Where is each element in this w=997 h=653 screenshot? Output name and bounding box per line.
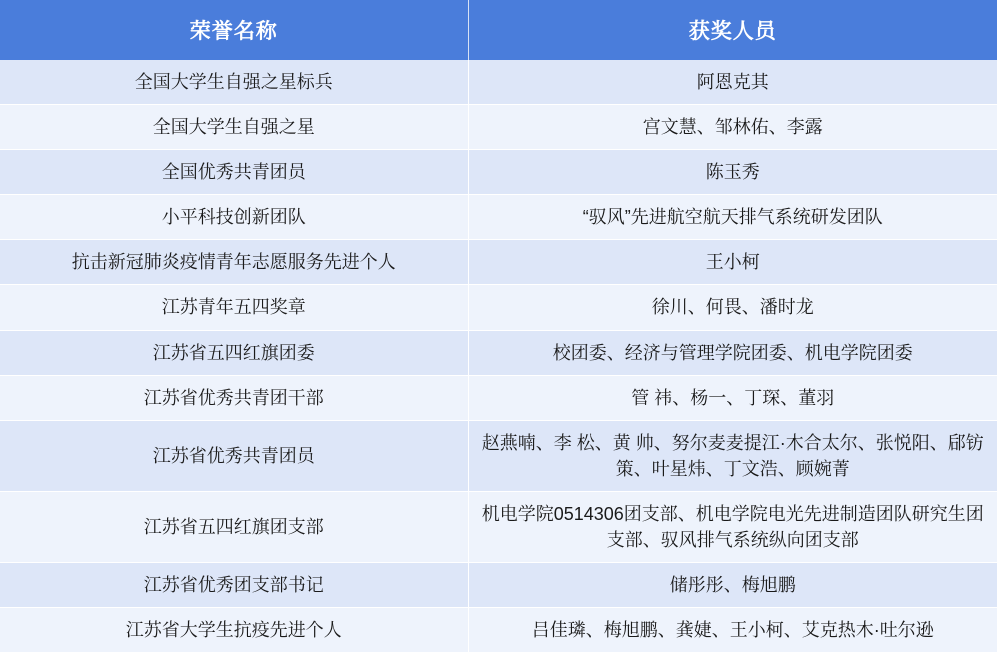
table-row xyxy=(0,60,997,105)
cell-awardees: 管 祎、杨一、丁琛、董羽 xyxy=(468,375,997,420)
table-row xyxy=(0,240,997,285)
table-row xyxy=(0,195,997,240)
cell-honor-name: 江苏省大学生抗疫先进个人 xyxy=(0,608,468,653)
cell-honor-name: 江苏省五四红旗团委 xyxy=(0,330,468,375)
cell-awardees: 储彤彤、梅旭鹏 xyxy=(468,563,997,608)
column-header-awardees: 获奖人员 xyxy=(468,0,997,60)
table-row xyxy=(0,608,997,653)
cell-honor-name: 江苏省优秀共青团干部 xyxy=(0,375,468,420)
table-row xyxy=(0,105,997,150)
cell-awardees: 赵燕喃、李 松、黄 帅、努尔麦麦提江·木合太尔、张悦阳、郈钫策、叶星炜、丁文浩、顾婉菁 xyxy=(468,420,997,491)
column-header-honor-name: 荣誉名称 xyxy=(0,0,468,60)
cell-honor-name: 江苏青年五四奖章 xyxy=(0,285,468,330)
table-header xyxy=(0,0,997,60)
table-row xyxy=(0,420,997,491)
cell-awardees: 校团委、经济与管理学院团委、机电学院团委 xyxy=(468,330,997,375)
cell-honor-name: 江苏省优秀共青团员 xyxy=(0,420,468,491)
table-row xyxy=(0,375,997,420)
cell-awardees: 王小柯 xyxy=(468,240,997,285)
cell-honor-name: 全国大学生自强之星 xyxy=(0,105,468,150)
cell-awardees: 宫文慧、邹林佑、李露 xyxy=(468,105,997,150)
table-row xyxy=(0,563,997,608)
cell-awardees: 徐川、何畏、潘时龙 xyxy=(468,285,997,330)
cell-honor-name: 抗击新冠肺炎疫情青年志愿服务先进个人 xyxy=(0,240,468,285)
cell-honor-name: 江苏省优秀团支部书记 xyxy=(0,563,468,608)
cell-awardees: 机电学院0514306团支部、机电学院电光先进制造团队研究生团支部、驭风排气系统纵向团支部 xyxy=(468,491,997,562)
table-row xyxy=(0,285,997,330)
table-body xyxy=(0,60,997,653)
cell-awardees: “驭风”先进航空航天排气系统研发团队 xyxy=(468,195,997,240)
table-row xyxy=(0,491,997,562)
cell-honor-name: 江苏省五四红旗团支部 xyxy=(0,491,468,562)
cell-awardees: 陈玉秀 xyxy=(468,150,997,195)
table-header-row xyxy=(0,0,997,60)
cell-honor-name: 全国优秀共青团员 xyxy=(0,150,468,195)
table-row xyxy=(0,150,997,195)
cell-awardees: 吕佳璘、梅旭鹏、龚婕、王小柯、艾克热木·吐尔逊 xyxy=(468,608,997,653)
cell-honor-name: 小平科技创新团队 xyxy=(0,195,468,240)
table-row xyxy=(0,330,997,375)
cell-honor-name: 全国大学生自强之星标兵 xyxy=(0,60,468,105)
cell-awardees: 阿恩克其 xyxy=(468,60,997,105)
